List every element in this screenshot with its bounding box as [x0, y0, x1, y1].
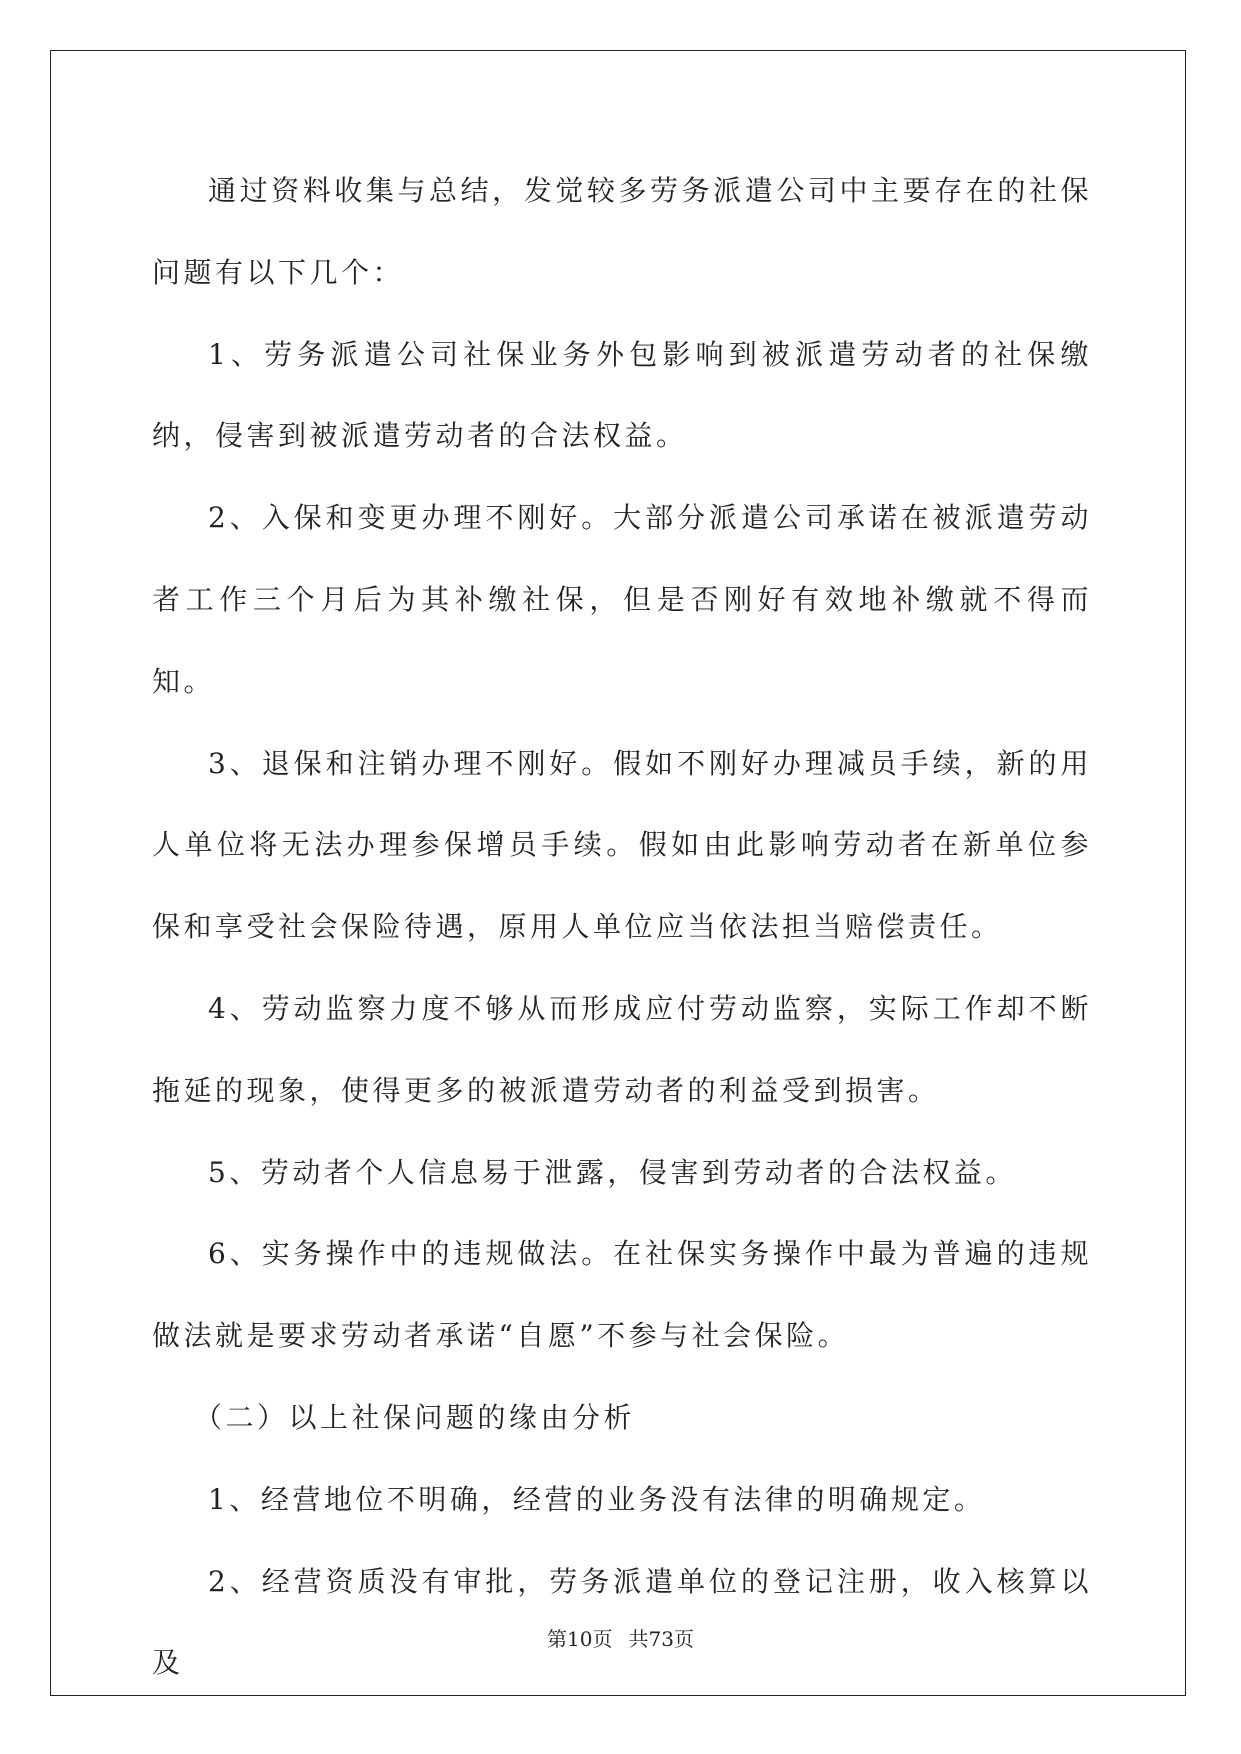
- document-body: [152, 150, 1092, 1704]
- page-number: 第10页: [547, 1627, 613, 1651]
- paragraph-intro: 通过资料收集与总结，发觉较多劳务派遣公司中主要存在的社保问题有以下几个：: [152, 174, 1092, 289]
- page-footer: [0, 1623, 1241, 1652]
- paragraph-item-4: 4、劳动监察力度不够从而形成应付劳动监察，实际工作却不断拖延的现象，使得更多的被派遣劳动者的利益受到损害。: [152, 991, 1092, 1107]
- section-heading: （二）以上社保问题的缘由分析: [194, 1400, 636, 1434]
- paragraph-item-2: 2、入保和变更办理不刚好。大部分派遣公司承诺在被派遣劳动者工作三个月后为其补缴社保，但是否刚好有效地补缴就不得而知。: [152, 501, 1092, 698]
- paragraph-cause-1: 1、经营地位不明确，经营的业务没有法律的明确规定。: [208, 1482, 986, 1516]
- paragraph-cause-2: 2、经营资质没有审批，劳务派遣单位的登记注册，收入核算以及: [152, 1564, 1092, 1680]
- paragraph-item-1: 1、劳务派遣公司社保业务外包影响到被派遣劳动者的社保缴纳，侵害到被派遣劳动者的合法权益。: [152, 337, 1092, 453]
- paragraph-item-3: 3、退保和注销办理不刚好。假如不刚好办理减员手续，新的用人单位将无法办理参保增员手续。假如由此影响劳动者在新单位参保和享受社会保险待遇，原用人单位应当依法担当赔偿责任。: [152, 746, 1092, 944]
- paragraph-item-5: 5、劳动者个人信息易于泄露，侵害到劳动者的合法权益。: [208, 1155, 1017, 1189]
- total-pages: 共73页: [628, 1627, 694, 1651]
- paragraph-item-6: 6、实务操作中的违规做法。在社保实务操作中最为普遍的违规做法就是要求劳动者承诺“自愿”不参与社会保险。: [152, 1237, 1092, 1353]
